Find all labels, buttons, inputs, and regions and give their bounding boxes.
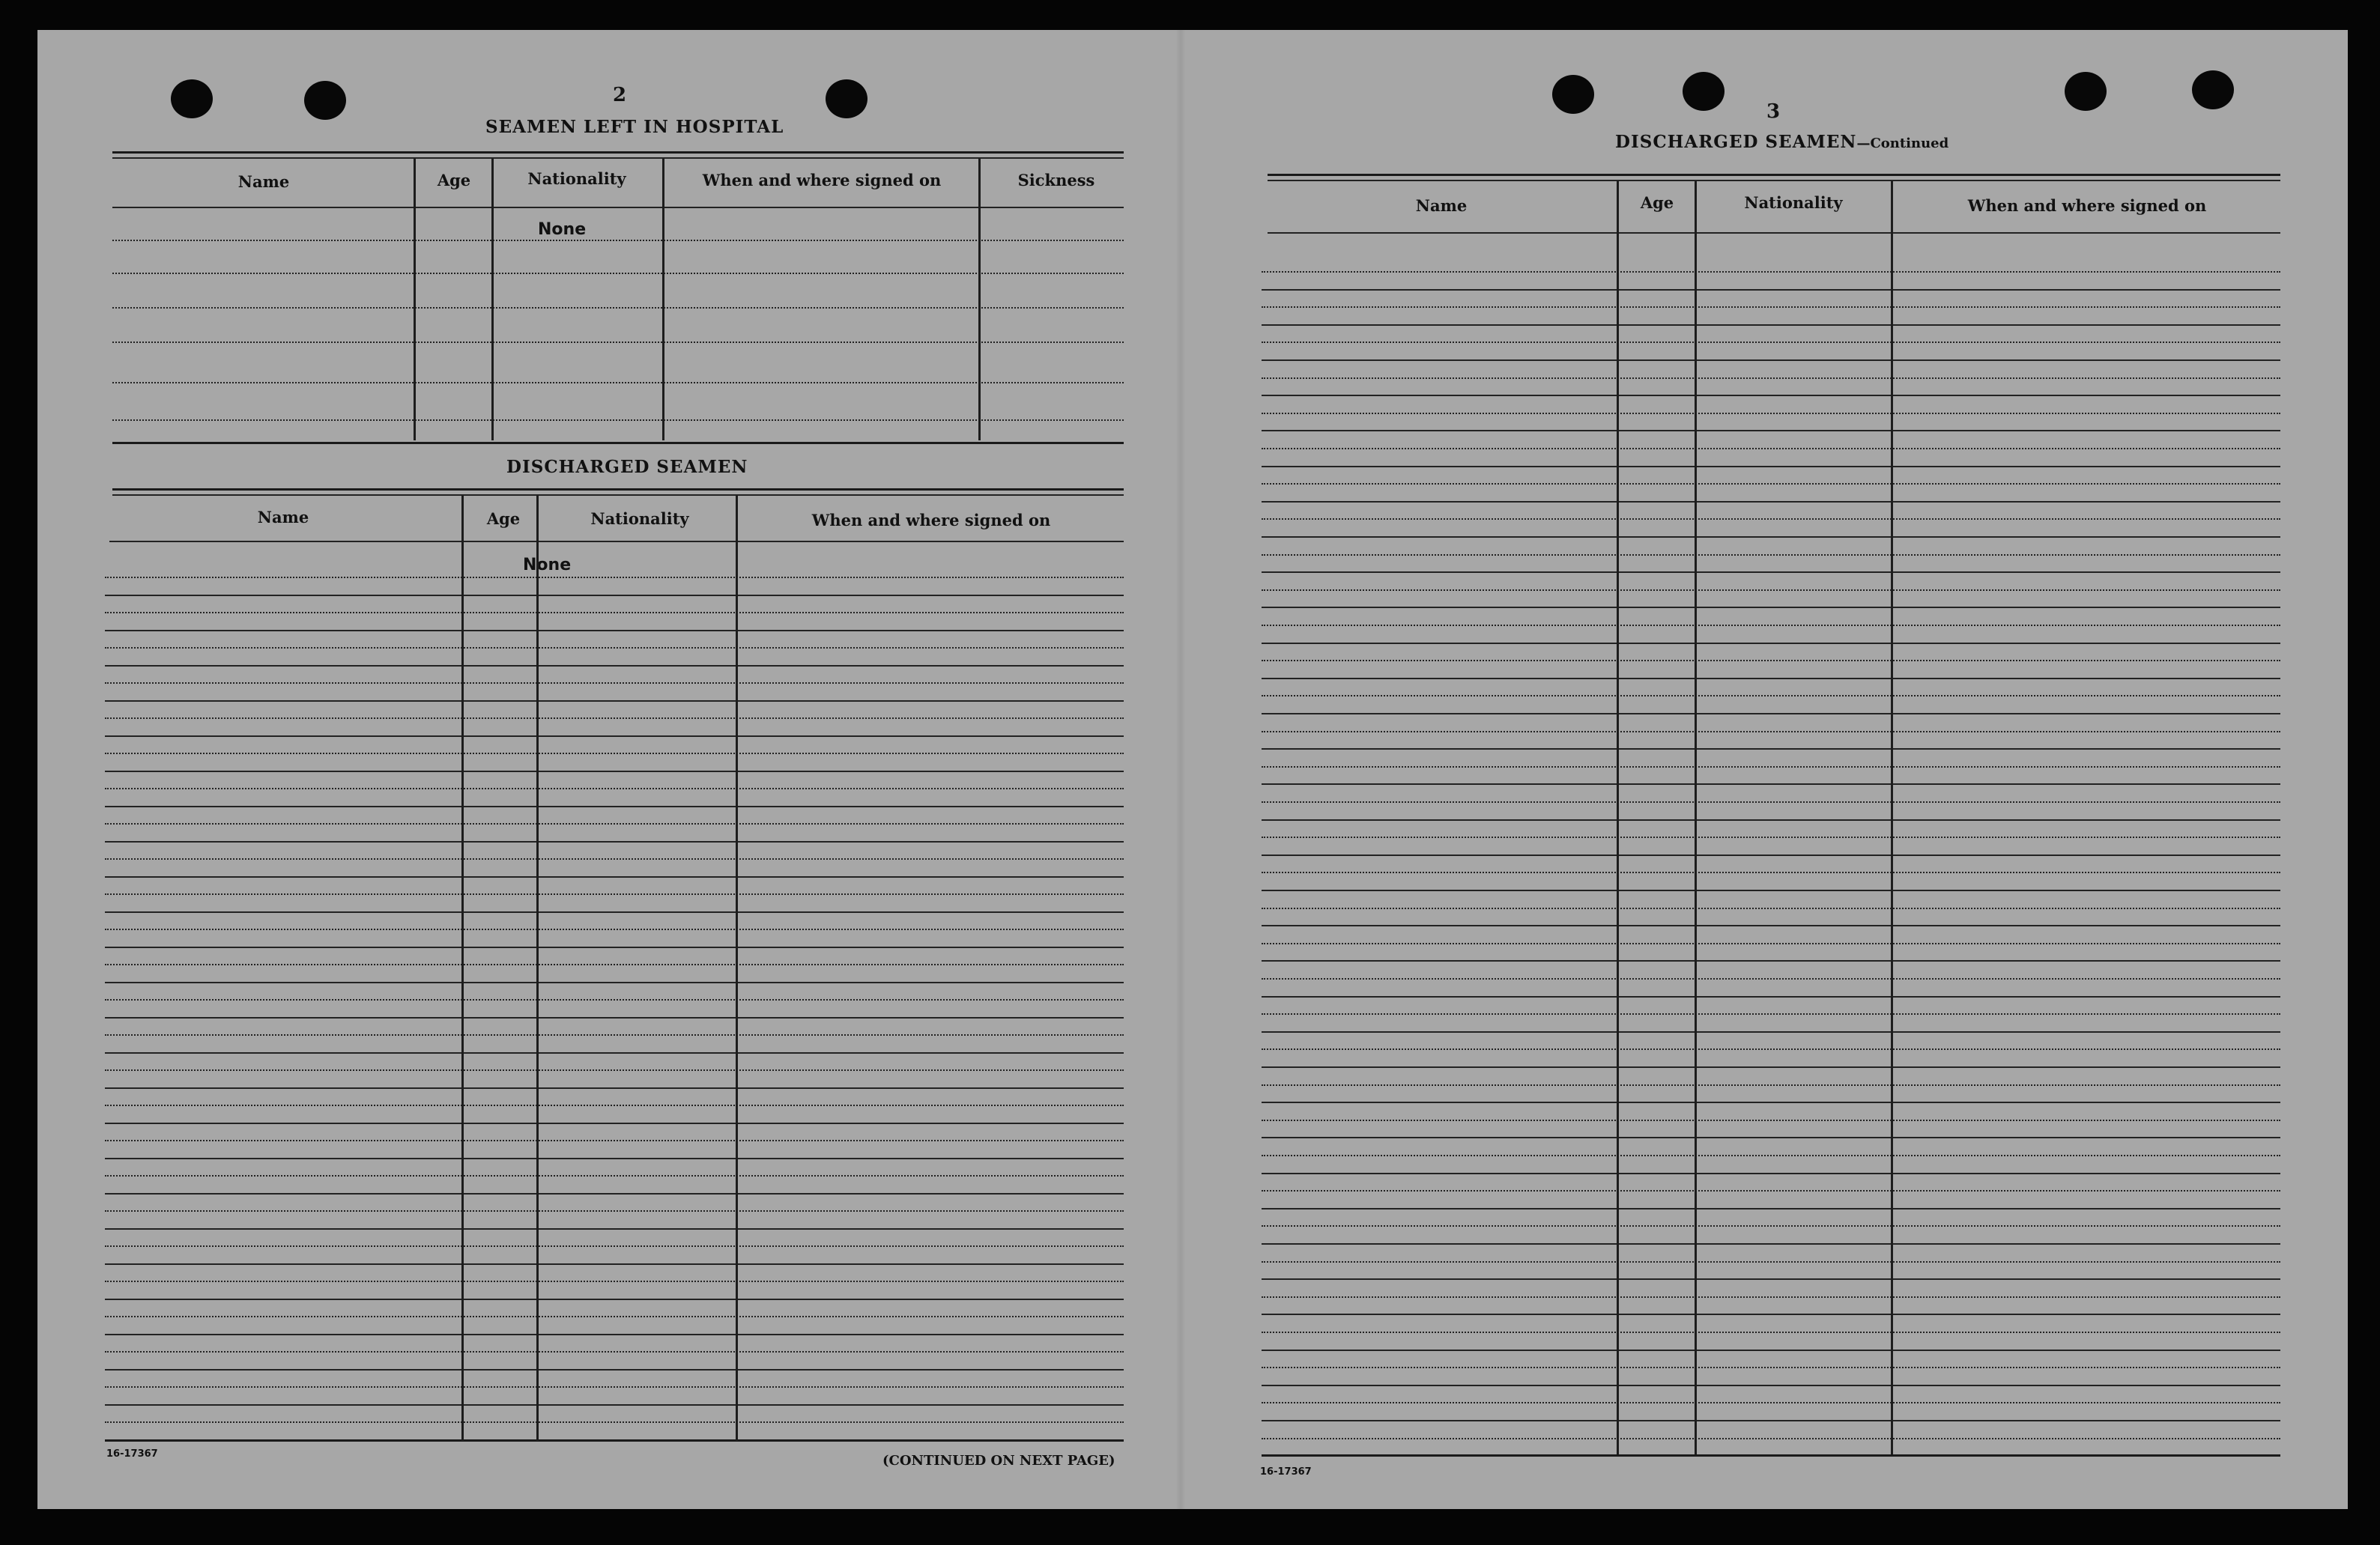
- ruled-row-line: [105, 893, 1124, 895]
- hospital-col-age: Age: [437, 171, 471, 189]
- ruled-row-line: [1262, 342, 2280, 343]
- ruled-row-line: [1262, 271, 2280, 273]
- ruled-row-line: [1262, 571, 2280, 573]
- left-form-number: 16-17367: [106, 1448, 158, 1460]
- ruled-row-line: [1262, 1385, 2280, 1386]
- ruled-row-line: [105, 858, 1124, 860]
- ruled-row-line: [105, 717, 1124, 719]
- hospital-col-signed-on: When and where signed on: [702, 171, 942, 189]
- ruled-row-line: [105, 647, 1124, 649]
- discharged-none-entry: None: [523, 556, 572, 574]
- ruled-row-line: [105, 1140, 1124, 1141]
- ruled-row-line: [105, 753, 1124, 754]
- table-bottom-line: [105, 1439, 1124, 1442]
- ruled-row-line: [1262, 801, 2280, 803]
- ruled-row-line: [105, 700, 1124, 702]
- ruled-row-line: [105, 1351, 1124, 1353]
- right-section-title-text: DISCHARGED SEAMEN: [1615, 132, 1857, 152]
- ruled-row-line: [1262, 377, 2280, 379]
- ruled-row-line: [1262, 1066, 2280, 1068]
- right-col-name: Name: [1415, 196, 1468, 215]
- ruled-row-line: [105, 1386, 1124, 1388]
- punch-hole: [1552, 75, 1594, 114]
- ruled-row-line: [1262, 1243, 2280, 1245]
- discharged-col-signed-on: When and where signed on: [811, 511, 1051, 529]
- hospital-col-nationality: Nationality: [527, 169, 626, 188]
- ruled-row-line: [1262, 890, 2280, 891]
- ruled-row-line: [1262, 1013, 2280, 1015]
- ruled-row-line: [105, 1281, 1124, 1282]
- ruled-row-line: [1262, 1278, 2280, 1280]
- ruled-row-line: [105, 665, 1124, 667]
- ruled-row-line: [1262, 1402, 2280, 1403]
- right-section-title: [1615, 132, 1948, 152]
- ruled-row-line: [105, 682, 1124, 684]
- ruled-row-line: [105, 1404, 1124, 1406]
- ruled-row-line: [105, 1299, 1124, 1300]
- ruled-row-line: [1262, 289, 2280, 291]
- punch-hole: [2192, 70, 2234, 109]
- ruled-row-line: [1262, 1031, 2280, 1033]
- ruled-row-line: [1262, 1155, 2280, 1156]
- ruled-row-line: [105, 1175, 1124, 1177]
- ruled-row-line: [105, 1158, 1124, 1159]
- ruled-row-line: [1262, 908, 2280, 909]
- punch-hole: [1683, 72, 1725, 111]
- ruled-row-line: [1262, 1261, 2280, 1263]
- ruled-row-line: [105, 1245, 1124, 1247]
- ruled-row-line: [1262, 660, 2280, 661]
- ruled-row-line: [105, 1228, 1124, 1230]
- ruled-row-line: [105, 841, 1124, 843]
- discharged-col-name: Name: [257, 508, 309, 526]
- discharged-col-nationality: Nationality: [590, 509, 689, 528]
- ruled-row-line: [1262, 1420, 2280, 1421]
- ruled-row-line: [1262, 413, 2280, 414]
- ruled-row-line: [1262, 1173, 2280, 1174]
- ruled-row-line: [105, 1034, 1124, 1036]
- ruled-row-line: [1262, 1296, 2280, 1298]
- ruled-row-line: [1262, 466, 2280, 467]
- continued-note: (CONTINUED ON NEXT PAGE): [882, 1453, 1115, 1469]
- ruled-row-line: [105, 630, 1124, 631]
- ruled-row-line: [1262, 324, 2280, 326]
- ruled-row-line: [1262, 1048, 2280, 1050]
- ruled-row-line: [1262, 483, 2280, 485]
- ruled-row-line: [1262, 996, 2280, 998]
- ruled-row-line: [1262, 554, 2280, 556]
- right-col-nationality: Nationality: [1744, 193, 1843, 212]
- ruled-row-line: [105, 612, 1124, 613]
- ruled-row-line: [1262, 1084, 2280, 1086]
- ruled-row-line: [1262, 1120, 2280, 1121]
- ruled-row-line: [105, 1421, 1124, 1423]
- ruled-row-line: [1262, 643, 2280, 644]
- ruled-row-line: [105, 1334, 1124, 1335]
- ruled-row-line: [1262, 837, 2280, 838]
- ruled-row-line: [1262, 855, 2280, 856]
- right-page-number: 3: [1766, 100, 1781, 123]
- ruled-row-line: [1262, 1350, 2280, 1351]
- ruled-row-line: [1262, 1225, 2280, 1227]
- ruled-row-line: [105, 964, 1124, 965]
- ruled-row-line: [1262, 925, 2280, 926]
- ruled-row-line: [105, 1069, 1124, 1071]
- right-col-age: Age: [1640, 193, 1674, 212]
- hospital-none-entry: None: [538, 220, 587, 239]
- table-bottom-line: [1262, 1454, 2280, 1457]
- right-col-signed-on: When and where signed on: [1967, 196, 2207, 215]
- discharged-section-title: DISCHARGED SEAMEN: [506, 457, 748, 477]
- ruled-row-line: [1262, 359, 2280, 361]
- punch-hole: [826, 79, 867, 118]
- ruled-row-line: [1262, 448, 2280, 449]
- ruled-row-line: [1262, 518, 2280, 520]
- ruled-row-line: [1262, 766, 2280, 768]
- ruled-row-line: [105, 1017, 1124, 1019]
- right-form-number: 16-17367: [1260, 1466, 1312, 1478]
- document-sheet: [37, 30, 2348, 1509]
- discharged-col-age: Age: [486, 509, 521, 528]
- ruled-row-line: [1262, 1367, 2280, 1368]
- ruled-row-line: [1262, 1208, 2280, 1209]
- ruled-row-line: [1262, 978, 2280, 980]
- ruled-row-line: [1262, 713, 2280, 714]
- ruled-row-line: [105, 876, 1124, 878]
- ruled-row-line: [105, 788, 1124, 789]
- ruled-row-line: [105, 823, 1124, 825]
- ruled-row-line: [1262, 501, 2280, 503]
- ruled-row-line: [1262, 395, 2280, 396]
- ruled-row-line: [1262, 783, 2280, 785]
- punch-hole: [2065, 72, 2107, 111]
- ruled-row-line: [1262, 589, 2280, 591]
- ruled-row-line: [1262, 536, 2280, 538]
- ruled-row-line: [1262, 960, 2280, 962]
- ruled-row-line: [105, 999, 1124, 1001]
- ruled-row-line: [1262, 1332, 2280, 1333]
- ruled-row-line: [1262, 748, 2280, 750]
- ruled-row-line: [105, 982, 1124, 983]
- ruled-row-line: [105, 1052, 1124, 1054]
- ruled-row-line: [105, 1316, 1124, 1317]
- hospital-section-title: SEAMEN LEFT IN HOSPITAL: [485, 117, 784, 137]
- ruled-row-line: [1262, 943, 2280, 944]
- ruled-row-line: [105, 947, 1124, 948]
- punch-hole: [304, 81, 346, 120]
- ruled-row-line: [1262, 1190, 2280, 1192]
- ruled-row-line: [105, 806, 1124, 807]
- ruled-row-line: [105, 577, 1124, 578]
- ruled-row-line: [105, 911, 1124, 913]
- ruled-row-line: [1262, 607, 2280, 608]
- ruled-row-line: [105, 1263, 1124, 1265]
- ruled-row-line: [1262, 1314, 2280, 1315]
- ruled-row-line: [105, 771, 1124, 772]
- page-fold: [1176, 30, 1185, 1509]
- left-page-number: 2: [613, 84, 627, 106]
- ruled-row-line: [1262, 430, 2280, 431]
- right-section-title-suffix: —Continued: [1856, 136, 1949, 151]
- ruled-row-line: [1262, 1137, 2280, 1138]
- punch-hole: [171, 79, 213, 118]
- ruled-row-line: [1262, 695, 2280, 696]
- ruled-row-line: [1262, 306, 2280, 308]
- ruled-row-line: [1262, 678, 2280, 679]
- ruled-row-line: [1262, 1438, 2280, 1439]
- ruled-row-line: [105, 1105, 1124, 1106]
- ruled-row-line: [105, 1193, 1124, 1195]
- hospital-col-name: Name: [237, 172, 290, 191]
- ruled-row-line: [1262, 1102, 2280, 1103]
- ruled-row-line: [105, 735, 1124, 737]
- ruled-row-line: [105, 1369, 1124, 1371]
- ruled-row-line: [1262, 731, 2280, 732]
- ruled-row-line: [105, 929, 1124, 930]
- ruled-row-line: [105, 1087, 1124, 1089]
- ruled-row-line: [105, 1210, 1124, 1212]
- ruled-row-line: [1262, 625, 2280, 626]
- ruled-row-line: [105, 595, 1124, 596]
- ruled-row-line: [105, 1123, 1124, 1124]
- ruled-row-line: [1262, 819, 2280, 821]
- ruled-row-line: [1262, 872, 2280, 873]
- hospital-col-sickness: Sickness: [1017, 171, 1095, 189]
